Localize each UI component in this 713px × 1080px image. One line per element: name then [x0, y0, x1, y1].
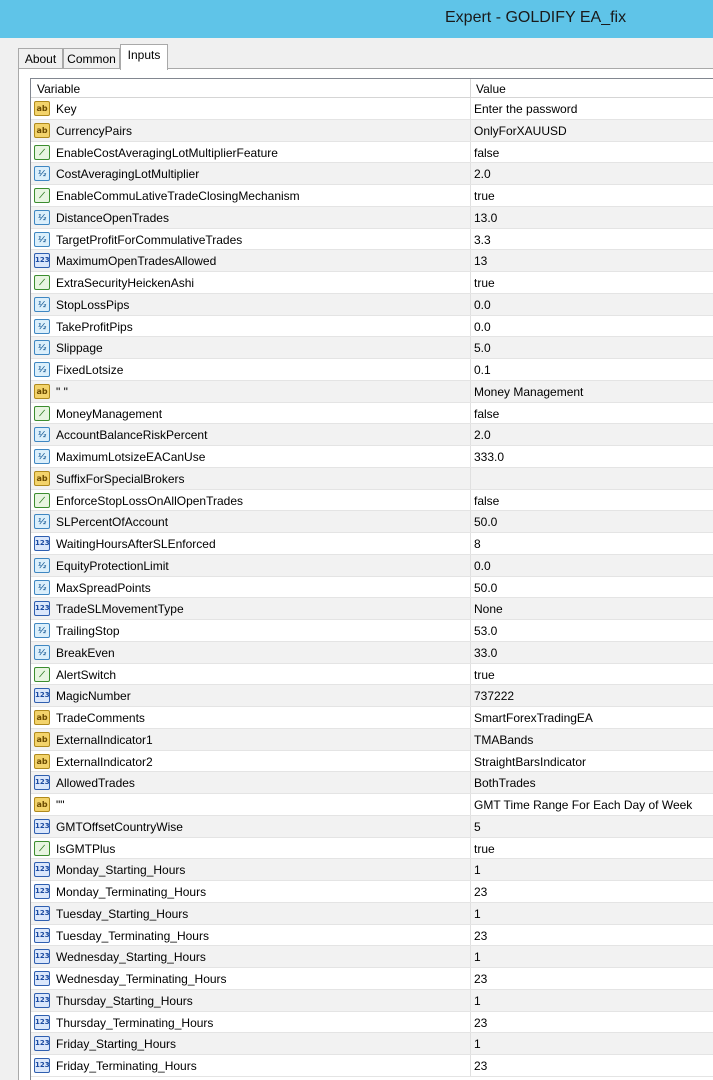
table-row[interactable]: [31, 925, 713, 947]
cell-divider: [470, 229, 471, 250]
double-type-icon: ½: [34, 319, 50, 334]
variable-name: TakeProfitPips: [56, 319, 133, 334]
variable-value[interactable]: true: [474, 276, 495, 290]
cell-divider: [470, 859, 471, 880]
cell-divider: [470, 816, 471, 837]
bool-type-icon: ⟋: [34, 493, 50, 508]
table-row[interactable]: [31, 1012, 713, 1034]
cell-divider: [470, 446, 471, 467]
variable-name: AllowedTrades: [56, 776, 135, 791]
int-type-icon: 123: [34, 1058, 50, 1073]
cell-divider: [470, 903, 471, 924]
cell-divider: [470, 1033, 471, 1054]
variable-value[interactable]: 23: [474, 1015, 488, 1030]
string-type-icon: ab: [34, 101, 50, 116]
double-type-icon: ½: [34, 558, 50, 573]
variable-name: SLPercentOfAccount: [56, 515, 169, 530]
variable-name: Friday_Terminating_Hours: [56, 1059, 197, 1073]
window-title: Expert - GOLDIFY EA_fix: [445, 9, 627, 26]
variable-name: Friday_Starting_Hours: [56, 1037, 177, 1052]
variable-name: CostAveragingLotMultiplier: [56, 167, 200, 182]
cell-divider: [470, 707, 471, 728]
table-row[interactable]: [31, 468, 713, 490]
bool-type-icon: ⟋: [34, 188, 50, 203]
variable-name: MaximumOpenTradesAllowed: [56, 254, 217, 269]
table-row[interactable]: [31, 207, 713, 229]
tab-inputs[interactable]: Inputs: [120, 44, 168, 70]
table-row[interactable]: [31, 729, 713, 751]
cell-divider: [470, 685, 471, 706]
variable-value[interactable]: 23: [474, 972, 488, 986]
int-type-icon: 123: [34, 775, 50, 790]
cell-divider: [470, 120, 471, 141]
variable-name: Thursday_Starting_Hours: [56, 993, 193, 1008]
variable-value[interactable]: 23: [474, 1059, 488, 1073]
double-type-icon: ½: [34, 514, 50, 529]
table-row[interactable]: [31, 598, 713, 620]
table-row[interactable]: [31, 490, 713, 512]
variable-value[interactable]: 0.0: [474, 319, 491, 334]
variable-name: " ": [56, 384, 68, 399]
variable-name: Monday_Starting_Hours: [56, 863, 186, 878]
variable-name: TargetProfitForCommulativeTrades: [56, 232, 243, 247]
variable-value[interactable]: Money Management: [474, 384, 584, 399]
table-row[interactable]: [31, 903, 713, 925]
table-row[interactable]: [31, 1055, 713, 1077]
table-row[interactable]: [31, 620, 713, 642]
variable-name: FixedLotsize: [56, 363, 124, 377]
cell-divider: [470, 337, 471, 358]
cell-divider: [470, 794, 471, 815]
variable-value[interactable]: 33.0: [474, 645, 498, 660]
table-row[interactable]: [31, 664, 713, 686]
string-type-icon: ab: [34, 797, 50, 812]
variable-value[interactable]: 3.3: [474, 232, 491, 247]
cell-divider: [470, 1012, 471, 1033]
table-row[interactable]: [31, 642, 713, 664]
int-type-icon: 123: [34, 862, 50, 877]
variable-value[interactable]: SmartForexTradingEA: [474, 711, 593, 725]
variable-value[interactable]: 737222: [474, 689, 515, 704]
int-type-icon: 123: [34, 253, 50, 268]
cell-divider: [470, 642, 471, 663]
cell-divider: [470, 620, 471, 641]
table-row[interactable]: [31, 359, 713, 381]
int-type-icon: 123: [34, 906, 50, 921]
variable-value[interactable]: 2.0: [474, 167, 491, 182]
cell-divider: [470, 142, 471, 163]
variable-name: SuffixForSpecialBrokers: [56, 471, 185, 486]
double-type-icon: ½: [34, 580, 50, 595]
table-row[interactable]: [31, 272, 713, 294]
cell-divider: [470, 1055, 471, 1076]
int-type-icon: 123: [34, 1015, 50, 1030]
cell-divider: [470, 533, 471, 554]
string-type-icon: ab: [34, 123, 50, 138]
bool-type-icon: ⟋: [34, 275, 50, 290]
double-type-icon: ½: [34, 210, 50, 225]
variable-value[interactable]: 50.0: [474, 515, 498, 530]
cell-divider: [470, 664, 471, 685]
variable-name: IsGMTPlus: [56, 841, 116, 856]
table-row[interactable]: [31, 1033, 713, 1055]
variable-name: MaximumLotsizeEACanUse: [56, 450, 206, 464]
cell-divider: [470, 511, 471, 532]
double-type-icon: ½: [34, 340, 50, 355]
double-type-icon: ½: [34, 623, 50, 638]
table-row[interactable]: [31, 403, 713, 425]
variable-name: GMTOffsetCountryWise: [56, 819, 183, 834]
double-type-icon: ½: [34, 362, 50, 377]
table-row[interactable]: [31, 685, 713, 707]
int-type-icon: 123: [34, 949, 50, 964]
cell-divider: [470, 185, 471, 206]
variable-value[interactable]: 2.0: [474, 428, 491, 443]
double-type-icon: ½: [34, 232, 50, 247]
cell-divider: [470, 316, 471, 337]
cell-divider: [470, 468, 471, 489]
cell-divider: [470, 381, 471, 402]
table-row[interactable]: [31, 185, 713, 207]
table-row[interactable]: [31, 577, 713, 599]
variable-value[interactable]: false: [474, 493, 500, 508]
variable-value[interactable]: 50.0: [474, 580, 498, 595]
tab-common[interactable]: Common: [63, 48, 120, 68]
table-row[interactable]: [31, 772, 713, 794]
cell-divider: [470, 990, 471, 1011]
variable-value[interactable]: 1: [474, 993, 481, 1008]
table-row[interactable]: [31, 120, 713, 142]
table-row[interactable]: [31, 98, 713, 120]
grid-rows: [31, 98, 713, 1077]
table-row[interactable]: [31, 446, 713, 468]
table-row[interactable]: [31, 294, 713, 316]
table-row[interactable]: [31, 316, 713, 338]
cell-divider: [470, 729, 471, 750]
table-row[interactable]: [31, 838, 713, 860]
table-row[interactable]: [31, 250, 713, 272]
bool-type-icon: ⟋: [34, 667, 50, 682]
grid-header: [31, 79, 713, 98]
variable-name: Wednesday_Terminating_Hours: [56, 972, 227, 986]
table-row[interactable]: [31, 163, 713, 185]
tab-about[interactable]: About: [18, 48, 63, 68]
cell-divider: [470, 968, 471, 989]
variable-value[interactable]: 0.1: [474, 363, 491, 377]
variable-name: Key: [56, 102, 77, 116]
variable-name: Slippage: [56, 341, 103, 356]
variable-name: MagicNumber: [56, 689, 131, 704]
bool-type-icon: ⟋: [34, 145, 50, 160]
variable-value[interactable]: 23: [474, 928, 488, 943]
table-row[interactable]: [31, 990, 713, 1012]
cell-divider: [470, 163, 471, 184]
cell-divider: [470, 359, 471, 380]
table-row[interactable]: [31, 337, 713, 359]
variable-value[interactable]: 1: [474, 863, 481, 878]
cell-divider: [470, 250, 471, 271]
variable-name: Thursday_Terminating_Hours: [56, 1015, 214, 1030]
variable-name: ExternalIndicator1: [56, 732, 153, 747]
table-row[interactable]: [31, 968, 713, 990]
cell-divider: [470, 838, 471, 859]
int-type-icon: 123: [34, 536, 50, 551]
variable-name: ExtraSecurityHeickenAshi: [56, 276, 195, 290]
column-header-variable[interactable]: Variable: [37, 82, 81, 96]
double-type-icon: ½: [34, 449, 50, 464]
cell-divider: [470, 772, 471, 793]
variable-value[interactable]: false: [474, 145, 500, 160]
variable-name: TradeComments: [56, 711, 145, 725]
variable-value[interactable]: 1: [474, 906, 481, 921]
double-type-icon: ½: [34, 427, 50, 442]
cell-divider: [470, 925, 471, 946]
table-row[interactable]: [31, 794, 713, 816]
variable-name: StopLossPips: [56, 297, 130, 312]
variable-name: MoneyManagement: [56, 406, 163, 421]
variable-value[interactable]: 5: [474, 819, 481, 834]
variable-name: CurrencyPairs: [56, 123, 133, 138]
variable-name: TradeSLMovementType: [56, 602, 184, 617]
variable-value[interactable]: true: [474, 841, 495, 856]
int-type-icon: 123: [34, 971, 50, 986]
variable-name: DistanceOpenTrades: [56, 210, 169, 225]
inputs-grid: [30, 78, 713, 1080]
int-type-icon: 123: [34, 884, 50, 899]
bool-type-icon: ⟋: [34, 406, 50, 421]
int-type-icon: 123: [34, 1036, 50, 1051]
table-row[interactable]: [31, 816, 713, 838]
cell-divider: [470, 207, 471, 228]
variable-value[interactable]: 13.0: [474, 210, 498, 225]
variable-value[interactable]: GMT Time Range For Each Day of Week: [474, 798, 693, 812]
table-row[interactable]: [31, 229, 713, 251]
int-type-icon: 123: [34, 993, 50, 1008]
column-divider[interactable]: [470, 79, 471, 98]
table-row[interactable]: [31, 707, 713, 729]
int-type-icon: 123: [34, 928, 50, 943]
table-row[interactable]: [31, 424, 713, 446]
table-row[interactable]: [31, 555, 713, 577]
table-row[interactable]: [31, 881, 713, 903]
string-type-icon: ab: [34, 471, 50, 486]
cell-divider: [470, 598, 471, 619]
cell-divider: [470, 555, 471, 576]
cell-divider: [470, 403, 471, 424]
table-row[interactable]: [31, 533, 713, 555]
variable-name: Tuesday_Starting_Hours: [56, 906, 189, 921]
variable-name: Wednesday_Starting_Hours: [56, 950, 206, 965]
variable-name: TrailingStop: [56, 624, 120, 638]
table-row[interactable]: [31, 859, 713, 881]
double-type-icon: ½: [34, 297, 50, 312]
variable-value[interactable]: 53.0: [474, 624, 498, 638]
string-type-icon: ab: [34, 710, 50, 725]
table-row[interactable]: [31, 946, 713, 968]
cell-divider: [470, 946, 471, 967]
variable-name: BreakEven: [56, 645, 115, 660]
variable-name: ExternalIndicator2: [56, 754, 153, 769]
variable-value[interactable]: 1: [474, 950, 481, 965]
variable-name: MaxSpreadPoints: [56, 580, 151, 595]
string-type-icon: ab: [34, 384, 50, 399]
table-row[interactable]: [31, 142, 713, 164]
bool-type-icon: ⟋: [34, 841, 50, 856]
table-row[interactable]: [31, 511, 713, 533]
variable-value[interactable]: true: [474, 667, 495, 682]
cell-divider: [470, 490, 471, 511]
variable-name: WaitingHoursAfterSLEnforced: [56, 537, 216, 551]
variable-value[interactable]: 0.0: [474, 297, 491, 312]
variable-name: EnableCostAveragingLotMultiplierFeature: [56, 145, 278, 160]
variable-name: EnforceStopLossOnAllOpenTrades: [56, 493, 243, 508]
variable-value[interactable]: 1: [474, 1037, 481, 1052]
string-type-icon: ab: [34, 754, 50, 769]
cell-divider: [470, 272, 471, 293]
variable-value[interactable]: 0.0: [474, 558, 491, 573]
cell-divider: [470, 294, 471, 315]
variable-value[interactable]: 13: [474, 254, 488, 269]
variable-name: Monday_Terminating_Hours: [56, 885, 207, 899]
variable-name: AlertSwitch: [56, 667, 117, 682]
variable-name: "": [56, 798, 65, 812]
variable-value[interactable]: 333.0: [474, 450, 505, 464]
int-type-icon: 123: [34, 688, 50, 703]
window-titlebar: [0, 0, 713, 38]
table-row[interactable]: [31, 751, 713, 773]
cell-divider: [470, 577, 471, 598]
variable-name: EquityProtectionLimit: [56, 558, 169, 573]
variable-value[interactable]: Enter the password: [474, 102, 578, 116]
variable-value[interactable]: StraightBarsIndicator: [474, 754, 587, 769]
variable-name: EnableCommuLativeTradeClosingMechanism: [56, 189, 300, 203]
variable-value[interactable]: 23: [474, 885, 488, 899]
double-type-icon: ½: [34, 645, 50, 660]
double-type-icon: ½: [34, 166, 50, 181]
cell-divider: [470, 881, 471, 902]
variable-value[interactable]: TMABands: [474, 732, 534, 747]
int-type-icon: 123: [34, 819, 50, 834]
variable-value[interactable]: None: [474, 602, 503, 617]
column-header-value[interactable]: Value: [476, 82, 506, 96]
table-row[interactable]: [31, 381, 713, 403]
variable-value[interactable]: false: [474, 406, 500, 421]
int-type-icon: 123: [34, 601, 50, 616]
variable-name: AccountBalanceRiskPercent: [56, 428, 208, 443]
string-type-icon: ab: [34, 732, 50, 747]
variable-value[interactable]: 8: [474, 537, 481, 551]
cell-divider: [470, 424, 471, 445]
variable-name: Tuesday_Terminating_Hours: [56, 928, 209, 943]
variable-value[interactable]: 5.0: [474, 341, 491, 356]
variable-value[interactable]: true: [474, 189, 495, 203]
cell-divider: [470, 98, 471, 119]
variable-value[interactable]: BothTrades: [474, 776, 536, 791]
cell-divider: [470, 751, 471, 772]
variable-value[interactable]: OnlyForXAUUSD: [474, 123, 567, 138]
